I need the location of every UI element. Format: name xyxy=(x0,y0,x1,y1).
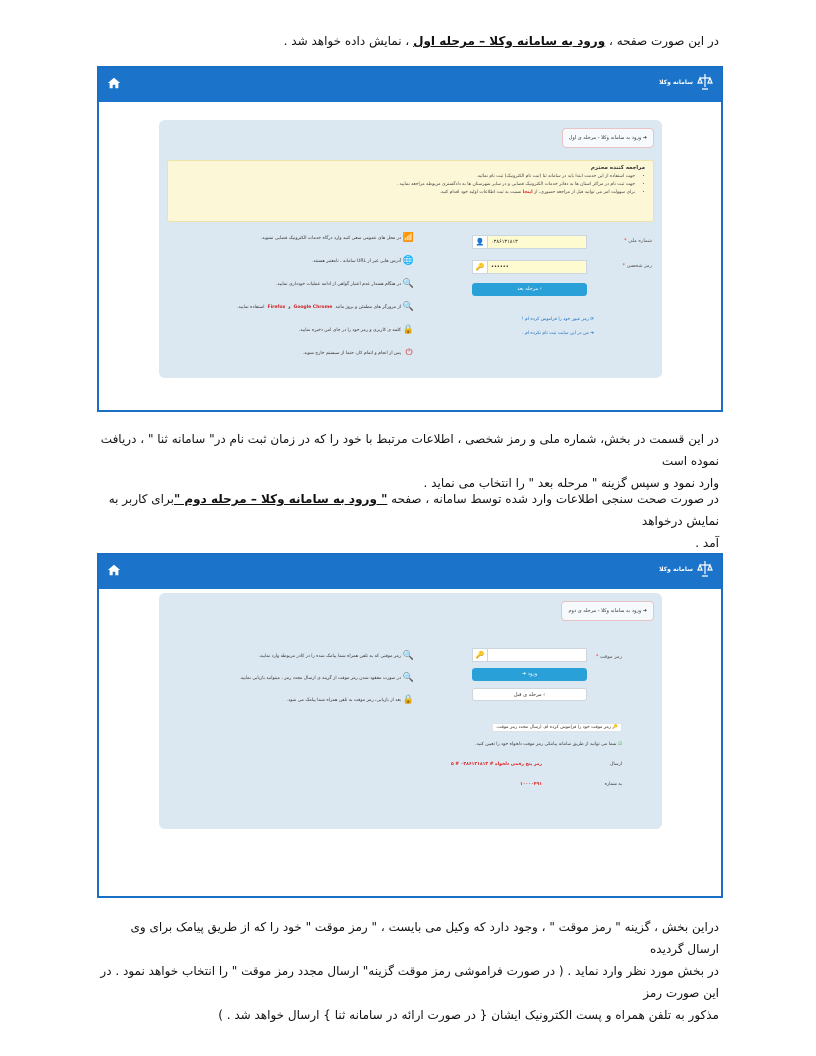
tip-item xyxy=(303,348,414,358)
not-registered-text: من در این سایت ثبت نام نکرده ام . xyxy=(522,331,589,336)
stage-title xyxy=(561,601,654,621)
send-label: ارسال xyxy=(610,762,622,767)
tip-text: استفاده نمایید. xyxy=(237,304,265,310)
browser-search-icon: 🔍 xyxy=(402,302,414,312)
national-id-field[interactable] xyxy=(472,235,587,249)
prev-step-button[interactable] xyxy=(472,688,587,701)
screenshot-stage-2 xyxy=(97,553,723,898)
tip-text: پس از انجام و اتمام کار، حتما از سیستم خارج شوید. xyxy=(302,350,401,356)
to-number-label: به شماره xyxy=(604,782,622,787)
p1-strong: ورود به سامانه وکلا – مرحله اول xyxy=(413,34,606,48)
tip-item xyxy=(259,651,414,661)
warning-search-icon: 🔍 xyxy=(402,279,414,289)
tip-text: بعد از بازیابی، رمز موقت به تلفن همراه شما پیامک می شود. xyxy=(286,697,401,703)
top-bar xyxy=(99,555,721,589)
refresh-icon: ⟳ xyxy=(590,317,594,322)
wifi-icon: 📶 xyxy=(402,233,414,243)
temp-pass-value xyxy=(488,649,494,661)
tip-item xyxy=(276,279,414,289)
notice-item-text: برای سهولت امر می توانید قبل از مراجعه حضوری، از xyxy=(532,190,635,195)
brand xyxy=(659,73,713,91)
chevron-left-icon: ‹ xyxy=(543,692,546,698)
top-bar xyxy=(99,68,721,102)
tip-text: رمز موقتی که به تلفن همراه شما پیامک شده را در کادر مربوطه وارد نمایید. xyxy=(258,653,401,659)
key-icon: 🔑 xyxy=(612,725,618,730)
doc-paragraph-4 xyxy=(97,916,719,1026)
national-id-label-text: شماره ملی xyxy=(628,238,652,244)
p1-text: در این صورت صفحه ، xyxy=(605,34,719,48)
tip-item xyxy=(261,233,414,243)
required-star: * xyxy=(624,238,627,244)
login-label: ورود xyxy=(527,671,538,677)
notice-title: مراجعه کننده محترم xyxy=(590,165,645,171)
login-icon: ➜ xyxy=(642,608,647,614)
prev-step-label: مرحله ی قبل xyxy=(513,692,542,698)
chevron-left-icon: ‹ xyxy=(539,286,542,292)
p3-after: برای کاربر به نمایش درخواهد xyxy=(108,492,719,528)
tip-item xyxy=(312,256,414,266)
next-step-button[interactable] xyxy=(472,283,587,296)
signin-icon: ➜ xyxy=(521,671,527,677)
here-link[interactable]: اینجا xyxy=(522,190,533,195)
notice-item xyxy=(176,190,635,195)
temp-pass-field[interactable] xyxy=(472,648,587,662)
temp-pass-label xyxy=(596,654,622,660)
tip-text: در هنگام هشدار عدم اعتبار گواهی از ادامه عملیات خودداری نمایید. xyxy=(275,281,401,287)
not-registered-link[interactable] xyxy=(522,331,594,336)
stage-label: ورود به سامانه وکلا - مرحله ی اول xyxy=(568,135,642,141)
power-icon: ⏻ xyxy=(405,348,413,358)
password-field[interactable] xyxy=(472,260,587,274)
user-icon: 👤 xyxy=(473,236,488,248)
brand-name: سامانه وکلا xyxy=(659,565,693,573)
search-icon: 🔍 xyxy=(402,673,414,683)
p3-line: آمد . xyxy=(695,536,719,550)
resend-temp-pass[interactable] xyxy=(492,723,622,732)
stage-label: ورود به سامانه وکلا - مرحله ی دوم xyxy=(568,608,642,614)
doc-paragraph-2 xyxy=(97,428,719,494)
temp-pass-label-text: رمز موقت xyxy=(599,654,622,660)
password-value: •••••• xyxy=(491,264,509,270)
forgot-password-link[interactable] xyxy=(522,317,594,322)
p4-line: مذکور به تلفن همراه و پست الکترونیک ایشان { در صورت ارائه در سامانه ثنا } ارسال خواهد شد . ) xyxy=(218,1008,719,1022)
to-number-value: ۱۰۰۰۰۴۹۱ xyxy=(520,782,542,787)
doc-paragraph-1 xyxy=(97,30,719,52)
password-label xyxy=(623,263,652,269)
send-value: رمز پنج رقمی دلخواه # ۰۳۸۶۱۳۱۸۱۳ # ۵ xyxy=(450,762,542,767)
brand-name: سامانه وکلا xyxy=(659,78,693,86)
brand xyxy=(659,560,713,578)
national-id-value: ۰۳۸۶۱۳۱۸۱۳ xyxy=(491,239,518,245)
p3-text: در صورت صحت سنجی اطلاعات وارد شده توسط سامانه ، صفحه xyxy=(387,492,719,506)
p2-line: در این قسمت در بخش، شماره ملی و رمز شخصی ، اطلاعات مرتبط با خود را که در زمان ثبت نام در" سامانه ثنا " ، دریافت نموده است xyxy=(100,432,719,468)
justice-scale-icon xyxy=(697,73,713,91)
tip-text: در محل های عمومی سعی کنید وارد درگاه خدمات الکترونیک قضایی نشوید. xyxy=(260,235,401,241)
checkbox-icon: ☑ xyxy=(617,742,622,747)
signin-icon: ➜ xyxy=(590,331,594,336)
p3-strong: " ورود به سامانه وکلا – مرحله دوم " xyxy=(173,492,388,506)
search-icon: 🔍 xyxy=(402,651,414,661)
justice-scale-icon xyxy=(697,560,713,578)
lock-icon: 🔒 xyxy=(402,695,414,705)
notice-item-text: نسبت به ثبت اطلاعات اولیه خود اقدام کنید. xyxy=(439,190,523,195)
tip-text: و xyxy=(288,304,291,310)
notice-item: • جهت ثبت نام در مراکز استان ها به دفاتر خدمات الکترونیک قضایی و در سایر شهرستان ها به دادگستری مربوطه مراجعه نمایید . xyxy=(176,182,635,187)
globe-icon: 🌐 xyxy=(402,256,414,266)
password-label-text: رمز شخصی xyxy=(626,263,652,269)
chrome-name: Google Chrome xyxy=(293,304,333,310)
sms-text: شما می توانید از طریق سامانه پیامکی رمز موقت دلخواه خود را تعیین کنید. xyxy=(475,742,617,747)
forgot-password-text: رمز عبور خود را فراموش کرده ام ! xyxy=(521,317,589,322)
sms-info xyxy=(475,742,622,747)
login-button[interactable] xyxy=(472,668,587,681)
required-star: * xyxy=(622,263,626,269)
login-panel xyxy=(159,593,662,829)
notice-item: • جهت استفاده از این خدمت ابتدا باید در سامانه ثنا (ثبت نام الکترونیک) ثبت نام نمائید. xyxy=(176,174,635,179)
p4-line: دراین بخش ، گزینه " رمز موقت " ، وجود دارد که وکیل می بایست ، " رمز موقت " خود را که از طریق پیامک برای وی ارسال گردیده xyxy=(130,920,719,956)
tip-item xyxy=(299,325,414,335)
key-icon: 🔑 xyxy=(473,261,488,273)
login-icon: ➜ xyxy=(642,135,647,141)
tip-text: در صورت مفقود شدن رمز موقت از گزینه ی ارسال مجدد رمز ، میتوانید بازیابی نمایید. xyxy=(239,675,401,681)
stage-title xyxy=(562,128,654,148)
notice-box xyxy=(167,160,654,222)
tip-item xyxy=(287,695,414,705)
lock-icon: 🔒 xyxy=(402,325,414,335)
firefox-name: Firefox xyxy=(267,304,286,310)
key-icon: 🔑 xyxy=(473,649,488,661)
tip-text: آدرس هایی غیر از URL سامانه ، نامعتبر هستند. xyxy=(311,258,401,264)
home-icon[interactable] xyxy=(107,563,121,577)
p4-line: در بخش مورد نظر وارد نماید . ( در صورت فراموشی رمز موقت گزینه" ارسال مجدد رمز موقت " را انتخاب خواهد نمود . در این صورت رمز xyxy=(100,964,719,1000)
tip-item xyxy=(239,673,414,683)
tip-item xyxy=(237,302,414,312)
login-panel xyxy=(159,120,662,378)
resend-text: رمز موقت خود را فراموش کرده ام. ارسال مجدد رمز موقت. xyxy=(495,725,611,730)
next-step-label: مرحله بعد xyxy=(517,286,539,292)
national-id-label xyxy=(624,238,652,244)
doc-paragraph-3 xyxy=(97,488,719,554)
tip-text: از مرورگر های مطمئن و بروز مانند xyxy=(335,304,401,310)
tip-text: کلمه ی کاربری و رمز خود را در جای امن ذخیره نمایید. xyxy=(298,327,401,333)
p1-after: ، نمایش داده خواهد شد . xyxy=(283,34,414,48)
screenshot-stage-1 xyxy=(97,66,723,412)
required-star: * xyxy=(595,654,599,660)
home-icon[interactable] xyxy=(107,76,121,90)
p2-line: وارد نمود و سپس گزینه " مرحله بعد " را انتخاب می نماید . xyxy=(423,476,719,490)
